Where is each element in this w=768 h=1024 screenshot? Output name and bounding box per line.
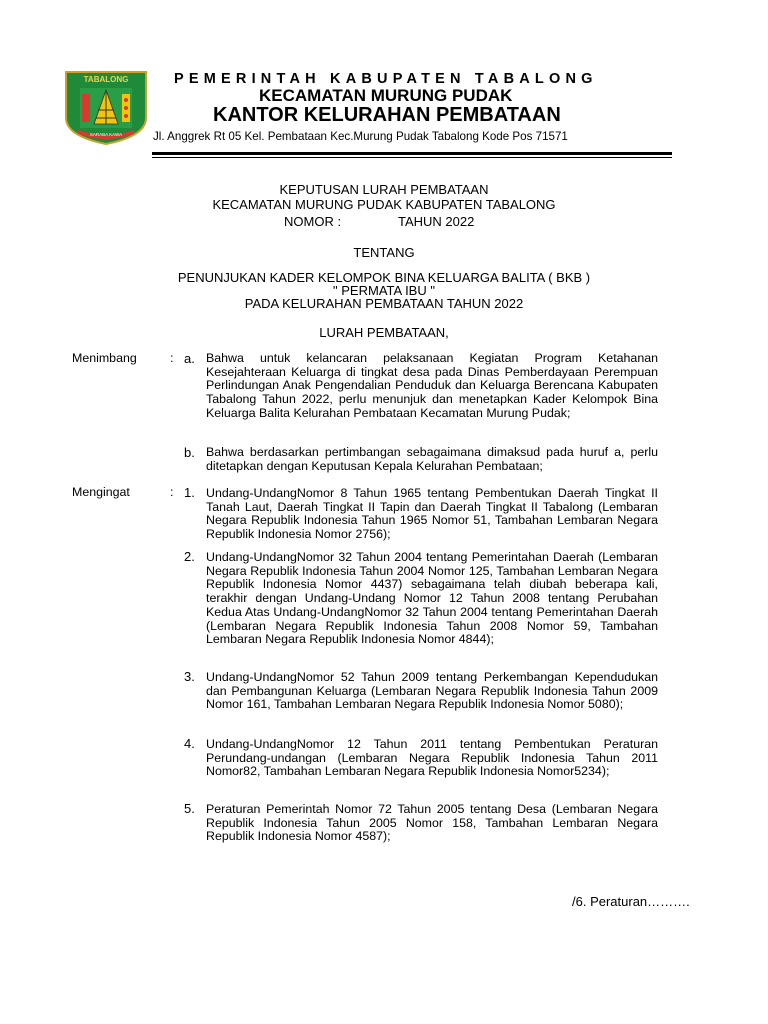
header-line-district: KECAMATAN MURUNG PUDAK (259, 86, 513, 105)
header-line-government: PEMERINTAH KABUPATEN TABALONG (174, 71, 598, 87)
menimbang-label: Menimbang (72, 351, 137, 365)
mengingat-item-3-mark: 3. (184, 669, 195, 684)
tentang-heading: TENTANG (353, 245, 415, 260)
subject-line-2: " PERMATA IBU " (333, 283, 435, 298)
decree-subtitle: KECAMATAN MURUNG PUDAK KABUPATEN TABALONG (212, 197, 556, 212)
mengingat-item-4: Undang-UndangNomor 12 Tahun 2011 tentang Pembentukan Peraturan Perundang-undangan (Lembaran Negara Republik Indonesia Tahun 2011 Nomor82, Tambahan Lembaran Negara Republik Indonesia Nomor5234); (206, 737, 658, 779)
menimbang-item-b-mark: b. (184, 445, 195, 460)
mengingat-item-2: Undang-UndangNomor 32 Tahun 2004 tentang Pemerintahan Daerah (Lembaran Negara Republik Indonesia Tahun 2004 Nomor 125, Tambahan Lembaran Negara Republik Indonesia Nomor 4437) sebagaimana telah diubah beberapa kali, terakhir dengan Undang-Undang Nomor 12 Tahun 2008 tentang Perubahan Kedua Atas Undang-UndangNomor 32 Tahun 2004 tentang Pemerintahan Daerah (Lembaran Negara Republik Indonesia Tahun 2008 Nomor 59, Tambahan Lembaran Negara Republik Indonesia Nomor 4844); (206, 550, 658, 647)
mengingat-item-5-mark: 5. (184, 801, 195, 816)
authority-line: LURAH PEMBATAAN, (319, 325, 449, 340)
logo-motto-text: SARABA KAWA (89, 132, 123, 137)
decree-title: KEPUTUSAN LURAH PEMBATAAN (279, 182, 489, 197)
mengingat-item-5: Peraturan Pemerintah Nomor 72 Tahun 2005 tentang Desa (Lembaran Negara Republik Indonesia Tahun 2005 Nomor 158, Tambahan Lembaran Negara Republik Indonesia Nomor 4587); (206, 802, 658, 844)
subject-line-3: PADA KELURAHAN PEMBATAAN TAHUN 2022 (244, 296, 524, 311)
mengingat-item-4-mark: 4. (184, 736, 195, 751)
header-line-office: KANTOR KELURAHAN PEMBATAAN (213, 104, 561, 126)
nomor-label: NOMOR : (284, 214, 342, 229)
regency-logo (64, 70, 148, 146)
letterhead-rule-thin (152, 157, 672, 158)
letterhead-rule-thick (152, 152, 672, 155)
mengingat-label: Mengingat (72, 485, 130, 499)
tabalong-emblem-icon (64, 70, 148, 146)
tahun-label: TAHUN 2022 (398, 214, 475, 229)
menimbang-item-b: Bahwa berdasarkan pertimbangan sebagaimana dimaksud pada huruf a, perlu ditetapkan dengan Keputusan Kepala Kelurahan Pembataan; (206, 445, 658, 473)
subject-line-1: PENUNJUKAN KADER KELOMPOK BINA KELUARGA BALITA ( BKB ) (177, 270, 591, 285)
page-continuation: /6. Peraturan………. (572, 894, 690, 909)
mengingat-colon: : (170, 485, 174, 499)
office-address: Jl. Anggrek Rt 05 Kel. Pembataan Kec.Murung Pudak Tabalong Kode Pos 71571 (153, 130, 568, 143)
mengingat-item-2-mark: 2. (184, 549, 195, 564)
logo-top-text: TABALONG (83, 75, 129, 84)
menimbang-item-a-mark: a. (184, 351, 195, 366)
mengingat-item-1-mark: 1. (184, 485, 195, 500)
mengingat-item-3: Undang-UndangNomor 52 Tahun 2009 tentang Perkembangan Kependudukan dan Pembangunan Keluarga (Lembaran Negara Republik Indonesia Tahun 2009 Nomor 161, Tambahan Lembaran Negara Republik Indonesia Nomor 5080); (206, 670, 658, 712)
mengingat-item-1: Undang-UndangNomor 8 Tahun 1965 tentang Pembentukan Daerah Tingkat II Tanah Laut, Daerah Tingkat II Tapin dan Daerah Tingkat II Tabalong (Lembaran Negara Republik Indonesia Tahun 1965 Nomor 51, Tambahan Lembaran Negara Republik Indonesia Nomor 2756); (206, 486, 658, 542)
menimbang-item-a: Bahwa untuk kelancaran pelaksanaan Kegiatan Program Ketahanan Kesejahteraan Keluarga di tingkat desa pada Dinas Pemberdayaan Perempuan Perlindungan Anak Pengendalian Penduduk dan Keluarga Berencana Kabupaten Tabalong Tahun 2022, perlu menunjuk dan menetapkan Kader Kelompok Bina Keluarga Balita Kelurahan Pembataan Kecamatan Murung Pudak; (206, 351, 658, 420)
menimbang-colon: : (170, 351, 174, 365)
